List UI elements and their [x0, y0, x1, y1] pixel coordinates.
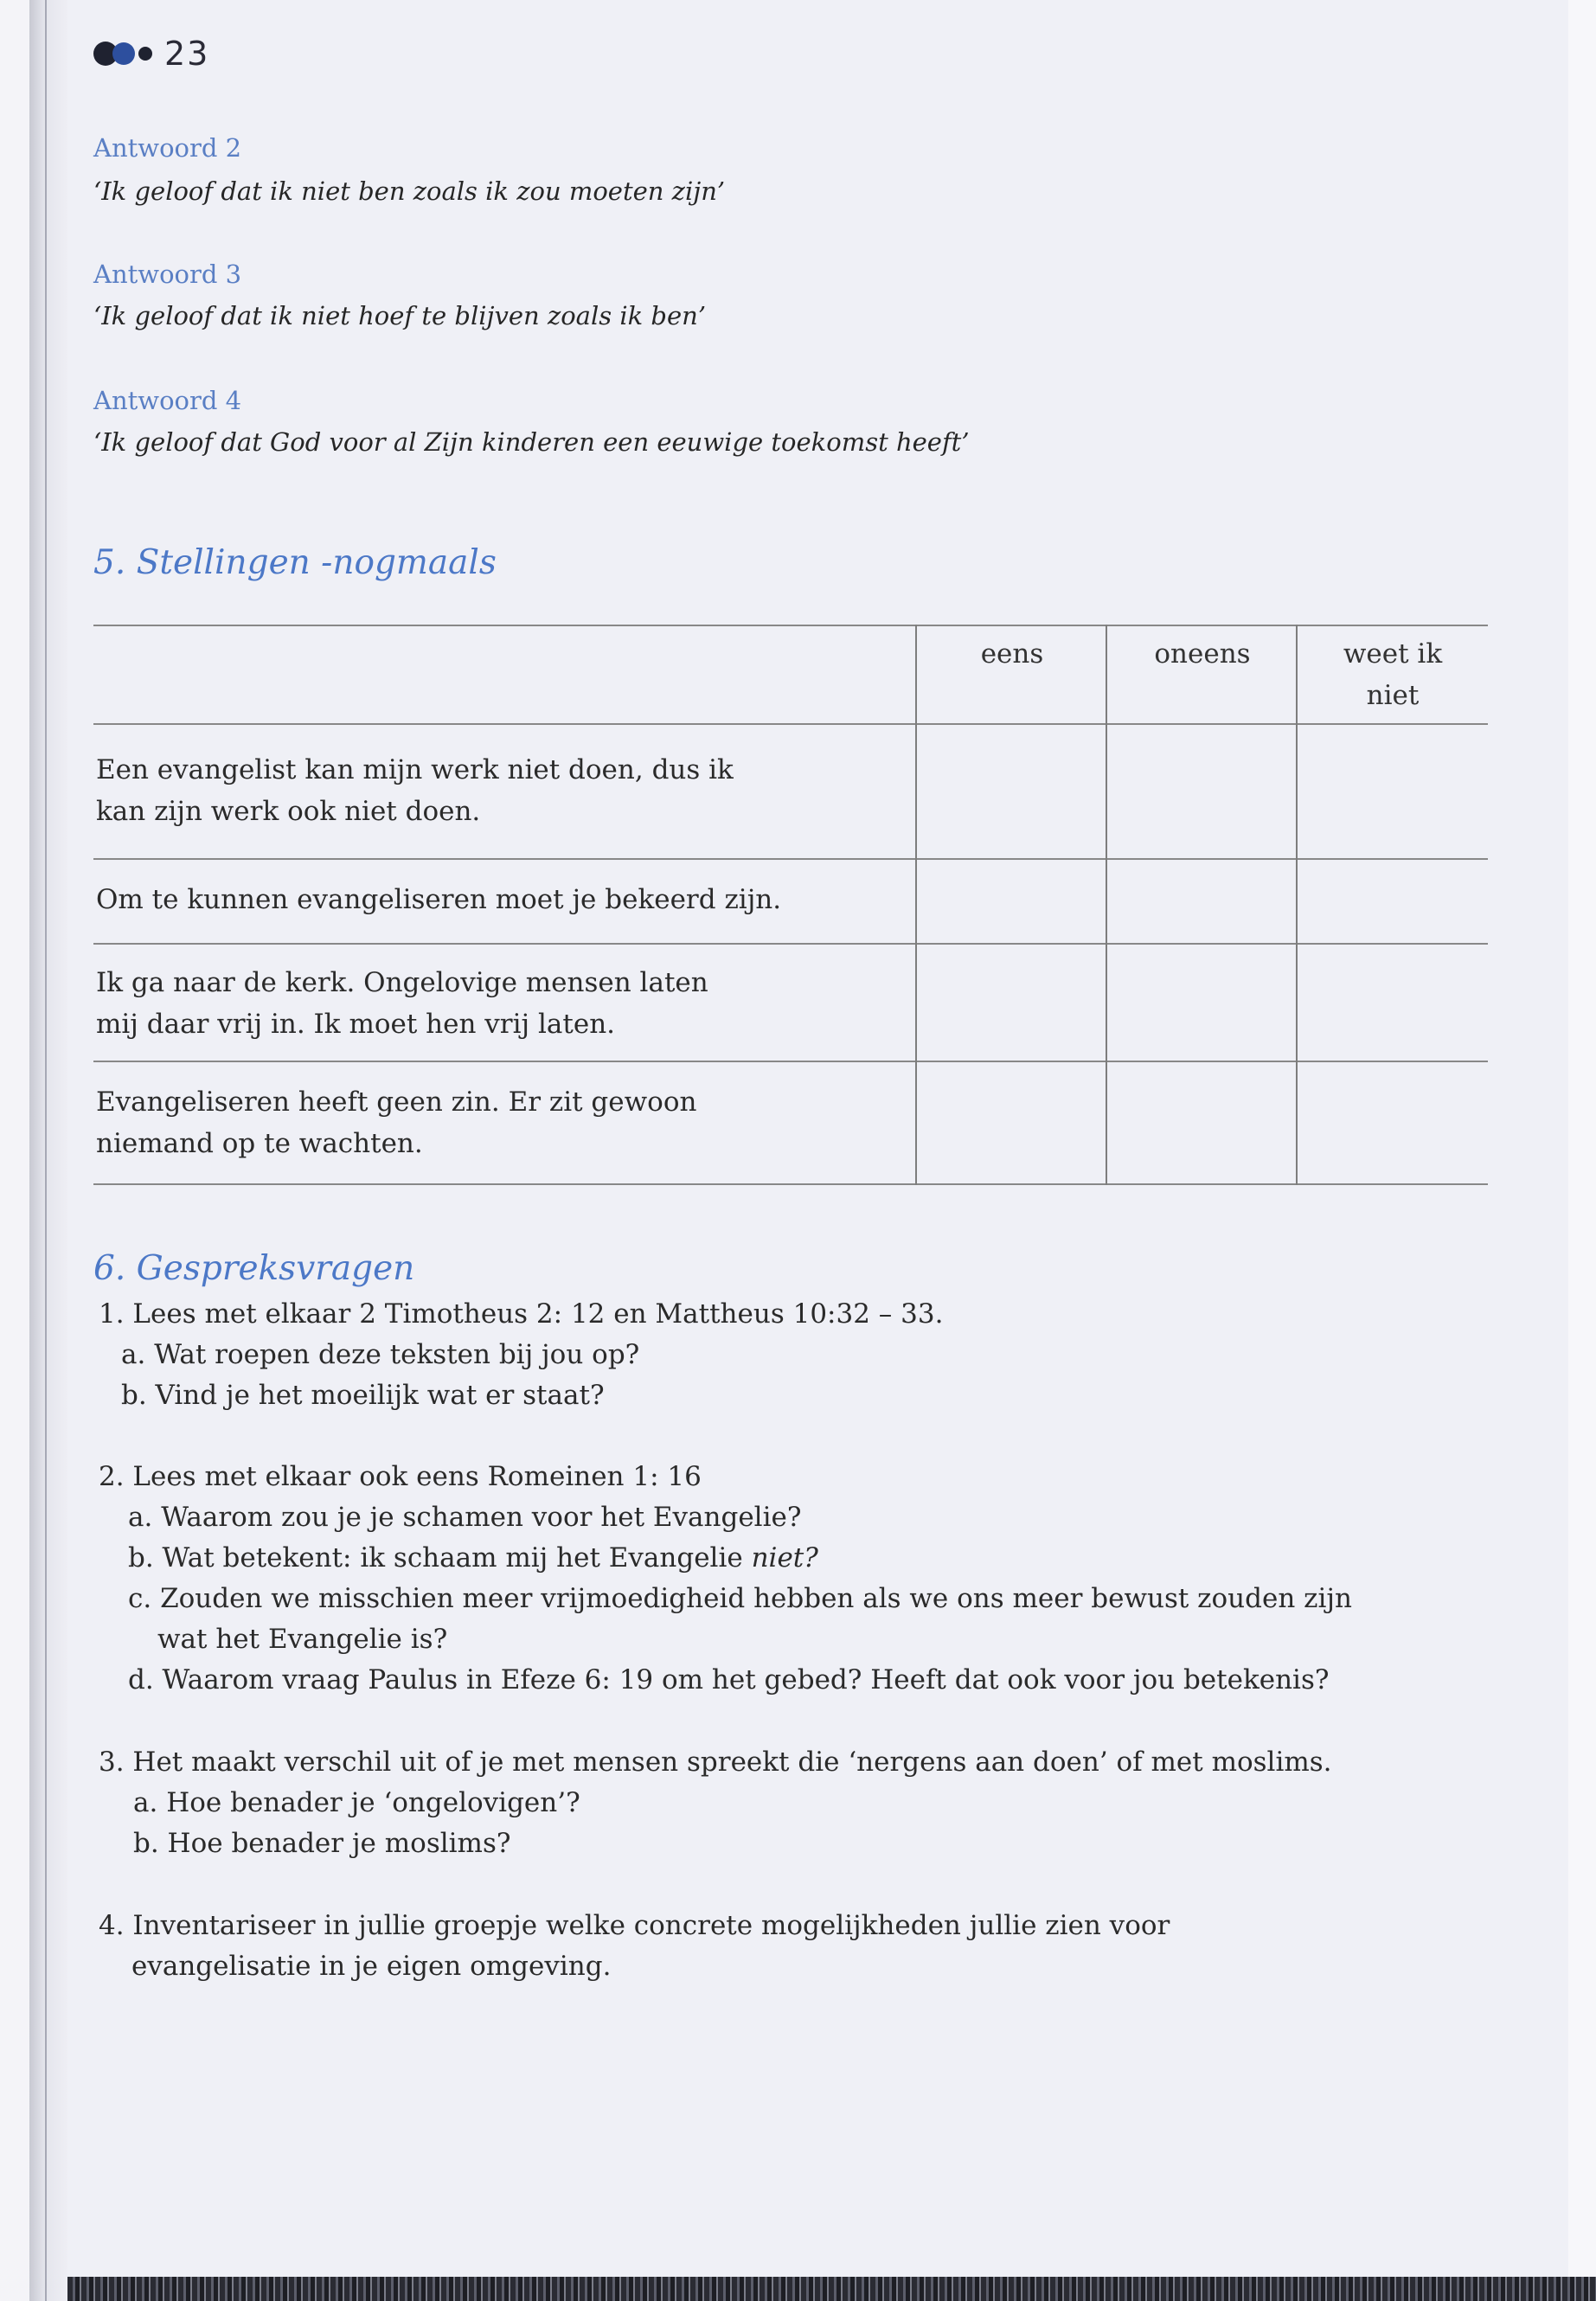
sub-question: b. Vind je het moeilijk wat er staat?	[121, 1380, 605, 1411]
sub-question-text: b. Wat betekent: ik schaam mij het Evangelie	[128, 1542, 743, 1574]
question-2: 2. Lees met elkaar ook eens Romeinen 1: 16	[99, 1461, 702, 1492]
emphasis-word: niet?	[751, 1542, 818, 1574]
checkbox-oneens-row3[interactable]	[1107, 945, 1296, 1059]
checkbox-weetniet-row4[interactable]	[1298, 1062, 1486, 1182]
checkbox-eens-row1[interactable]	[917, 725, 1106, 856]
table-header-row	[93, 625, 1488, 725]
question-4: 4. Inventariseer in jullie groepje welke concrete mogelijkheden jullie zien voor	[99, 1910, 1170, 1941]
sub-question: a. Wat roepen deze teksten bij jou op?	[121, 1339, 640, 1370]
question-4-continuation: evangelisatie in je eigen omgeving.	[131, 1951, 612, 1982]
question-3: 3. Het maakt verschil uit of je met mensen spreekt die ‘nergens aan doen’ of met moslims.	[99, 1747, 1332, 1778]
decorative-dot-icon	[138, 47, 152, 61]
spine-edge	[45, 0, 47, 2301]
answer-label: Antwoord 4	[93, 386, 242, 415]
statement-text: Ik ga naar de kerk. Ongelovige mensen laten mij daar vrij in. Ik moet hen vrij laten.	[96, 967, 708, 1040]
page-number-block	[93, 35, 209, 73]
answer-quote: ‘Ik geloof dat God voor al Zijn kinderen een eeuwige toekomst heeft’	[93, 427, 970, 457]
column-header-eens: eens	[980, 638, 1044, 670]
page-number: 23	[164, 35, 210, 73]
book-spine	[29, 0, 67, 2301]
column-header-oneens: oneens	[1154, 638, 1251, 670]
decorative-dot-icon	[112, 42, 135, 65]
checkbox-oneens-row2[interactable]	[1107, 860, 1296, 941]
sub-question: d. Waarom vraag Paulus in Efeze 6: 19 om het gebed? Heeft dat ook voor jou betekenis?	[128, 1664, 1330, 1695]
page-edge	[1568, 0, 1596, 2277]
checkbox-weetniet-row2[interactable]	[1298, 860, 1486, 941]
sub-question: c. Zouden we misschien meer vrijmoedigheid hebben als we ons meer bewust zouden zijn	[128, 1583, 1352, 1614]
checkbox-oneens-row1[interactable]	[1107, 725, 1296, 856]
checkbox-eens-row2[interactable]	[917, 860, 1106, 941]
section-5-title: 5. Stellingen -nogmaals	[93, 543, 497, 582]
answer-label: Antwoord 2	[93, 133, 242, 163]
sub-question: a. Waarom zou je je schamen voor het Evangelie?	[128, 1502, 802, 1533]
sub-question	[128, 1538, 818, 1579]
statement-text: Een evangelist kan mijn werk niet doen, dus ik kan zijn werk ook niet doen.	[96, 754, 734, 827]
answer-quote: ‘Ik geloof dat ik niet ben zoals ik zou moeten zijn’	[93, 176, 726, 206]
sub-question: b. Hoe benader je moslims?	[133, 1828, 511, 1859]
statement-text: Evangeliseren heeft geen zin. Er zit gewoon niemand op te wachten.	[96, 1086, 697, 1159]
checkbox-oneens-row4[interactable]	[1107, 1062, 1296, 1182]
answer-label: Antwoord 3	[93, 260, 242, 289]
checkbox-weetniet-row3[interactable]	[1298, 945, 1486, 1059]
sub-question-continuation: wat het Evangelie is?	[157, 1624, 448, 1655]
column-header-weet-ik-niet: weet ik niet	[1343, 638, 1443, 711]
checkbox-eens-row4[interactable]	[917, 1062, 1106, 1182]
question-1: 1. Lees met elkaar 2 Timotheus 2: 12 en Mattheus 10:32 – 33.	[99, 1298, 944, 1330]
section-6-title: 6. Gespreksvragen	[93, 1249, 415, 1288]
checkbox-eens-row3[interactable]	[917, 945, 1106, 1059]
checkbox-weetniet-row1[interactable]	[1298, 725, 1486, 856]
answer-quote: ‘Ik geloof dat ik niet hoef te blijven zoals ik ben’	[93, 301, 707, 330]
scan-bottom-band	[67, 2277, 1596, 2301]
statement-text: Om te kunnen evangeliseren moet je bekeerd zijn.	[96, 884, 782, 915]
sub-question: a. Hoe benader je ‘ongelovigen’?	[133, 1787, 580, 1818]
table-bottom-rule	[93, 1183, 1488, 1185]
